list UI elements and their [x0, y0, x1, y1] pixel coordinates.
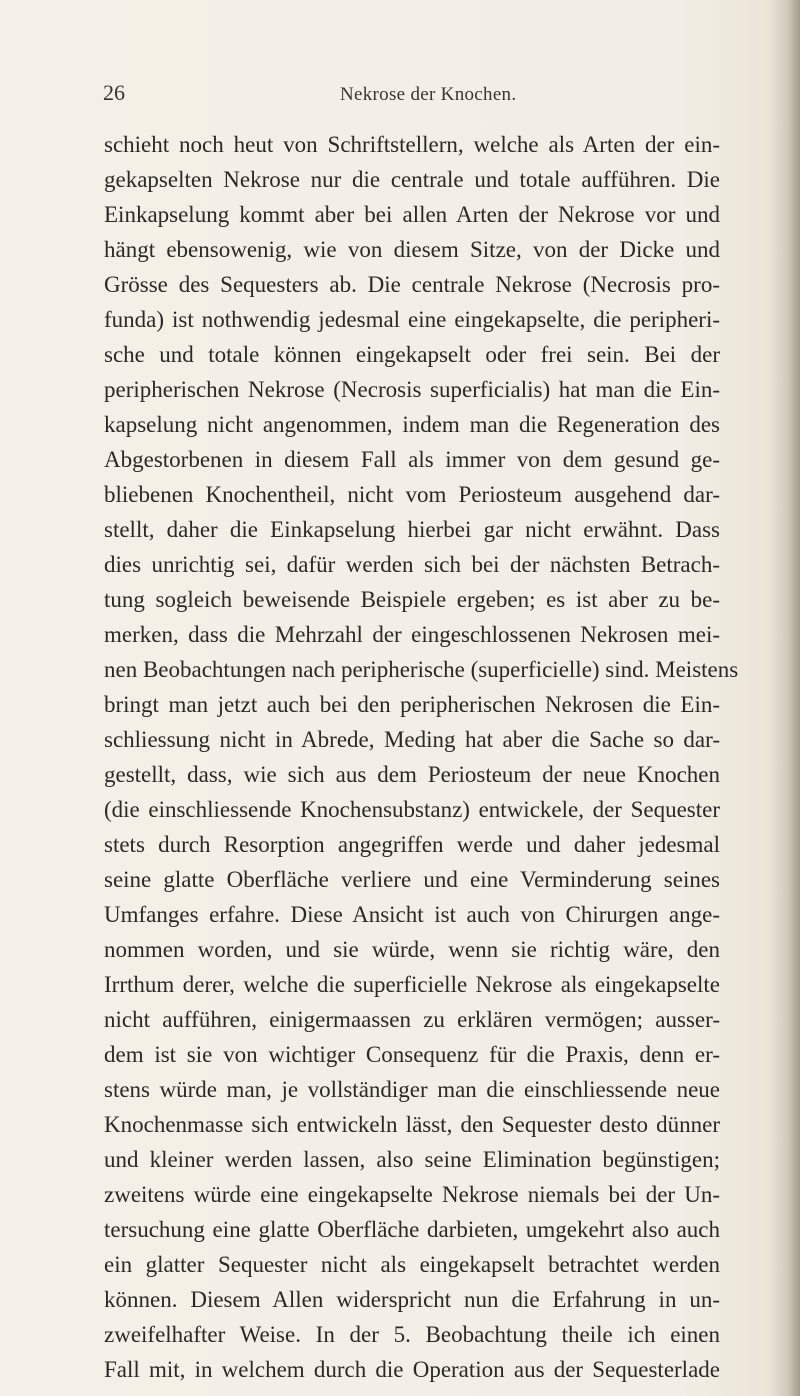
text-line: stets durch Resorption angegriffen werde und daher jedesmal — [104, 832, 720, 857]
text-line: tersuchung eine glatte Oberfläche darbieten, umgekehrt also auch — [104, 1217, 720, 1242]
text-line: Knochenmasse sich entwickeln lässt, den Sequester desto dünner — [104, 1112, 720, 1137]
text-line: funda) ist nothwendig jedesmal eine eingekapselte, die peripheri- — [104, 307, 720, 332]
text-line: hängt ebensowenig, wie von diesem Sitze, von der Dicke und — [104, 237, 720, 262]
text-line: Grösse des Sequesters ab. Die centrale Nekrose (Necrosis pro- — [104, 272, 720, 297]
page-number: 26 — [103, 80, 125, 105]
text-line: dies unrichtig sei, dafür werden sich bei der nächsten Betrach- — [104, 552, 720, 577]
text-line: bliebenen Knochentheil, nicht vom Periosteum ausgehend dar- — [104, 482, 720, 507]
text-line: Abgestorbenen in diesem Fall als immer von dem gesund ge- — [104, 447, 720, 472]
text-line: sche und totale können eingekapselt oder frei sein. Bei der — [104, 342, 720, 367]
text-line: schieht noch heut von Schriftstellern, welche als Arten der ein- — [104, 132, 720, 157]
text-line: seine glatte Oberfläche verliere und eine Verminderung seines — [104, 867, 720, 892]
body-text — [104, 127, 739, 1387]
text-line: stellt, daher die Einkapselung hierbei gar nicht erwähnt. Dass — [104, 517, 720, 542]
text-line: gekapselten Nekrose nur die centrale und totale aufführen. Die — [104, 167, 720, 192]
text-line: nen Beobachtungen nach peripherische (superficielle) sind. Meistens — [104, 657, 739, 682]
text-line: (die einschliessende Knochensubstanz) entwickele, der Sequester — [104, 797, 720, 822]
text-line: ein glatter Sequester nicht als eingekapselt betrachtet werden — [104, 1252, 720, 1277]
text-line: gestellt, dass, wie sich aus dem Periosteum der neue Knochen — [104, 762, 720, 787]
text-line: kapselung nicht angenommen, indem man die Regeneration des — [104, 412, 720, 437]
text-line: und kleiner werden lassen, also seine Elimination begünstigen; — [104, 1147, 720, 1172]
text-line: tung sogleich beweisende Beispiele ergeben; es ist aber zu be- — [104, 587, 720, 612]
text-line: bringt man jetzt auch bei den peripherischen Nekrosen die Ein- — [104, 692, 720, 717]
text-line: Einkapselung kommt aber bei allen Arten der Nekrose vor und — [104, 202, 720, 227]
text-line: nommen worden, und sie würde, wenn sie richtig wäre, den — [104, 937, 720, 962]
text-line: dem ist sie von wichtiger Consequenz für die Praxis, denn er- — [104, 1042, 720, 1067]
text-line: peripherischen Nekrose (Necrosis superficialis) hat man die Ein- — [104, 377, 720, 402]
running-head — [0, 80, 800, 110]
text-line: können. Diesem Allen widerspricht nun die Erfahrung in un- — [104, 1287, 720, 1312]
text-line: merken, dass die Mehrzahl der eingeschlossenen Nekrosen mei- — [104, 622, 720, 647]
text-line: stens würde man, je vollständiger man die einschliessende neue — [104, 1077, 720, 1102]
text-line: Irrthum derer, welche die superficielle Nekrose als eingekapselte — [104, 972, 720, 997]
text-line: nicht aufführen, einigermaassen zu erklären vermögen; ausser- — [104, 1007, 720, 1032]
text-line: zweitens würde eine eingekapselte Nekrose niemals bei der Un- — [104, 1182, 720, 1207]
text-line: zweifelhafter Weise. In der 5. Beobachtung theile ich einen — [104, 1322, 720, 1347]
text-line: Fall mit, in welchem durch die Operation aus der Sequesterlade — [104, 1357, 720, 1382]
running-title: Nekrose der Knochen. — [340, 84, 517, 105]
page-edge-shadow — [770, 0, 800, 1396]
text-line: schliessung nicht in Abrede, Meding hat aber die Sache so dar- — [104, 727, 720, 752]
text-line: Umfanges erfahre. Diese Ansicht ist auch von Chirurgen ange- — [104, 902, 720, 927]
